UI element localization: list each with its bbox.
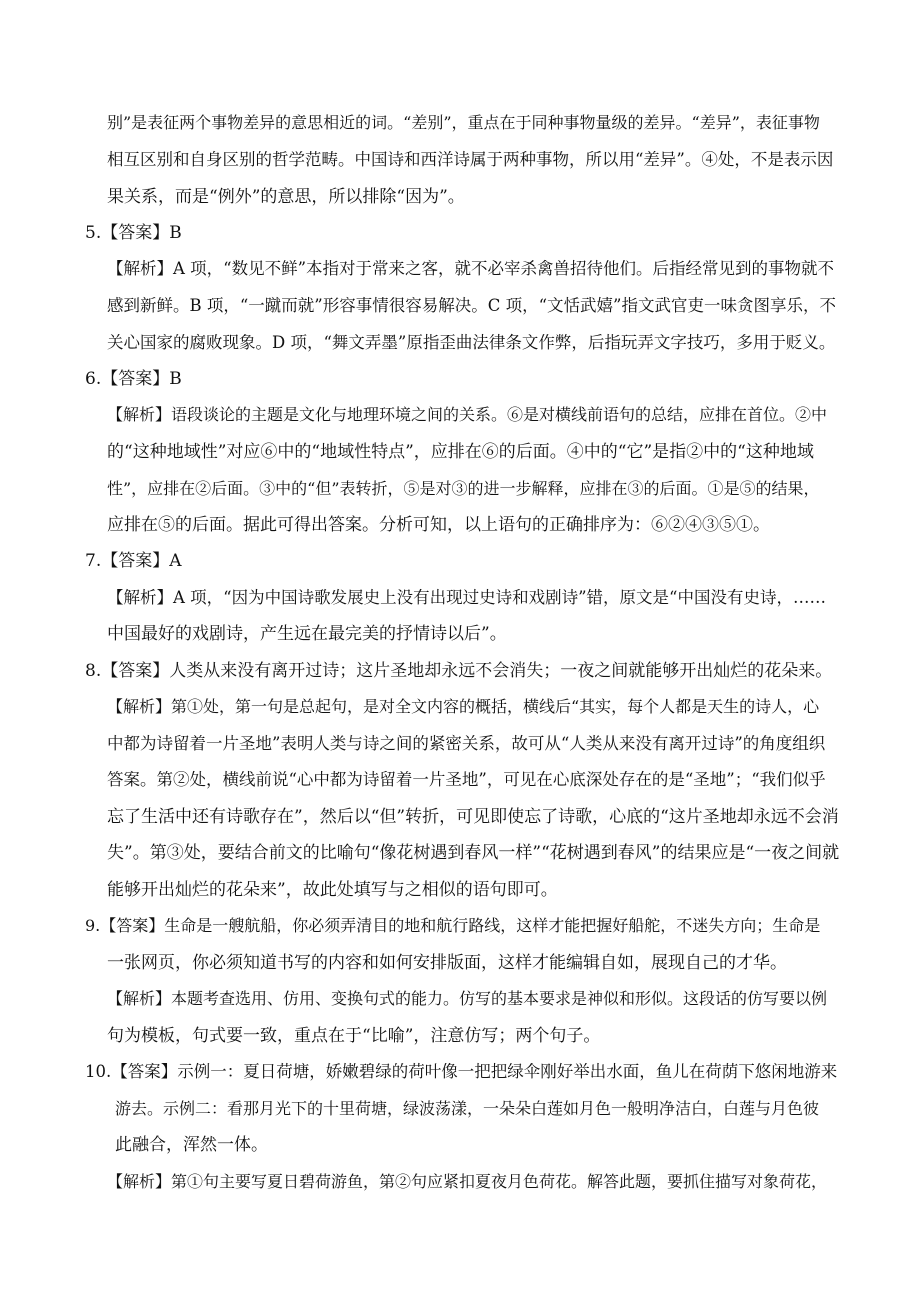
text-line: 相互区别和自身区别的哲学范畴。中国诗和西洋诗属于两种事物，所以用“差异”。④处，不是表示因	[107, 150, 834, 169]
text-line: 句为模板，句式要一致，重点在于“比喻”，注意仿写；两个句子。	[107, 1026, 601, 1046]
text-line: 9.【答案】生命是一艘航船，你必须弄清目的地和航行路线，这样才能把握好船舵，不迷失方向；生命是	[85, 916, 821, 935]
text-line: 忘了生活中还有诗歌存在”，然后以“但”转折，可见即使忘了诗歌，心底的“这片圣地却永远不会消	[107, 807, 839, 827]
text-line: 7.【答案】A	[85, 551, 182, 571]
text-line: 10.【答案】示例一：夏日荷塘，娇嫩碧绿的荷叶像一把把绿伞刚好举出水面，鱼儿在荷荫下悠闲地游来	[85, 1062, 838, 1081]
text-line: 5.【答案】B	[85, 223, 182, 243]
text-line: 关心国家的腐败现象。D 项，“舞文弄墨”原指歪曲法律条文作弊，后指玩弄文字技巧，多用于贬义。	[107, 333, 836, 352]
text-line: 6.【答案】B	[85, 369, 182, 389]
text-line: 感到新鲜。B 项，“一蹴而就”形容事情很容易解决。C 项，“文恬武嬉”指文武官吏一味贪图享乐，不	[107, 296, 836, 315]
text-line: 游去。示例二：看那月光下的十里荷塘，绿波荡漾，一朵朵白莲如月色一般明净洁白，白莲与月色彼	[115, 1099, 820, 1118]
text-line: 性”，应排在②后面。③中的“但”表转折，⑤是对③的进一步解释，应排在③的后面。①是⑤的结果，	[107, 479, 820, 498]
text-line: 【解析】A 项，“数见不鲜”本指对于常来之客，就不必宰杀禽兽招待他们。后指经常见到的事物就不	[107, 259, 835, 278]
text-line: 【解析】第①处，第一句是总起句，是对全文内容的概括，横线后“其实，每个人都是天生的诗人，心	[107, 697, 820, 716]
text-line: 中都为诗留着一片圣地”表明人类与诗之间的紧密关系，故可从“人类从来没有离开过诗”的角度组织	[107, 734, 826, 753]
text-line: 别”是表征两个事物差异的意思相近的词。“差别”，重点在于同种事物量级的差异。“差异”，表征事物	[107, 113, 820, 132]
text-line: 【解析】本题考查选用、仿用、变换句式的能力。仿写的基本要求是神似和形似。这段话的仿写要以例	[107, 989, 828, 1008]
text-line: 应排在⑤的后面。据此可得出答案。分析可知，以上语句的正确排序为：⑥②④③⑤①。	[107, 515, 770, 535]
text-line: 8.【答案】人类从来没有离开过诗；这片圣地却永远不会消失；一夜之间就能够开出灿烂的花朵来。	[85, 661, 833, 681]
text-line: 【解析】第①句主要写夏日碧荷游鱼，第②句应紧扣夏夜月色荷花。解答此题，要抓住描写对象荷花，	[107, 1172, 828, 1191]
text-line: 失”。第③处，要结合前文的比喻句“像花树遇到春风一样”“花树遇到春风”的结果应是“一夜之间就	[107, 843, 840, 863]
text-line: 答案。第②处，横线前说“心中都为诗留着一片圣地”，可见在心底深处存在的是“圣地”；“我们似乎	[107, 770, 826, 789]
text-line: 一张网页，你必须知道书写的内容和如何安排版面，这样才能编辑自如，展现自己的才华。	[107, 953, 787, 973]
text-line: 【解析】语段谈论的主题是文化与地理环境之间的关系。⑥是对横线前语句的总结，应排在首位。②中	[107, 405, 828, 424]
text-line: 【解析】A 项，“因为中国诗歌发展史上没有出现过史诗和戏剧诗”错，原文是“中国没有史诗，……	[107, 588, 826, 607]
text-line: 的“这种地域性”对应⑥中的“地域性特点”，应排在⑥的后面。④中的“它”是指②中的“这种地域	[107, 442, 814, 462]
text-line: 此融合，浑然一体。	[115, 1135, 268, 1155]
text-line: 果关系，而是“例外”的意思，所以排除“因为”。	[107, 187, 465, 207]
text-line: 中国最好的戏剧诗，产生远在最完美的抒情诗以后”。	[107, 624, 507, 644]
text-line: 能够开出灿烂的花朵来”，故此处填写与之相似的语句即可。	[107, 880, 558, 900]
